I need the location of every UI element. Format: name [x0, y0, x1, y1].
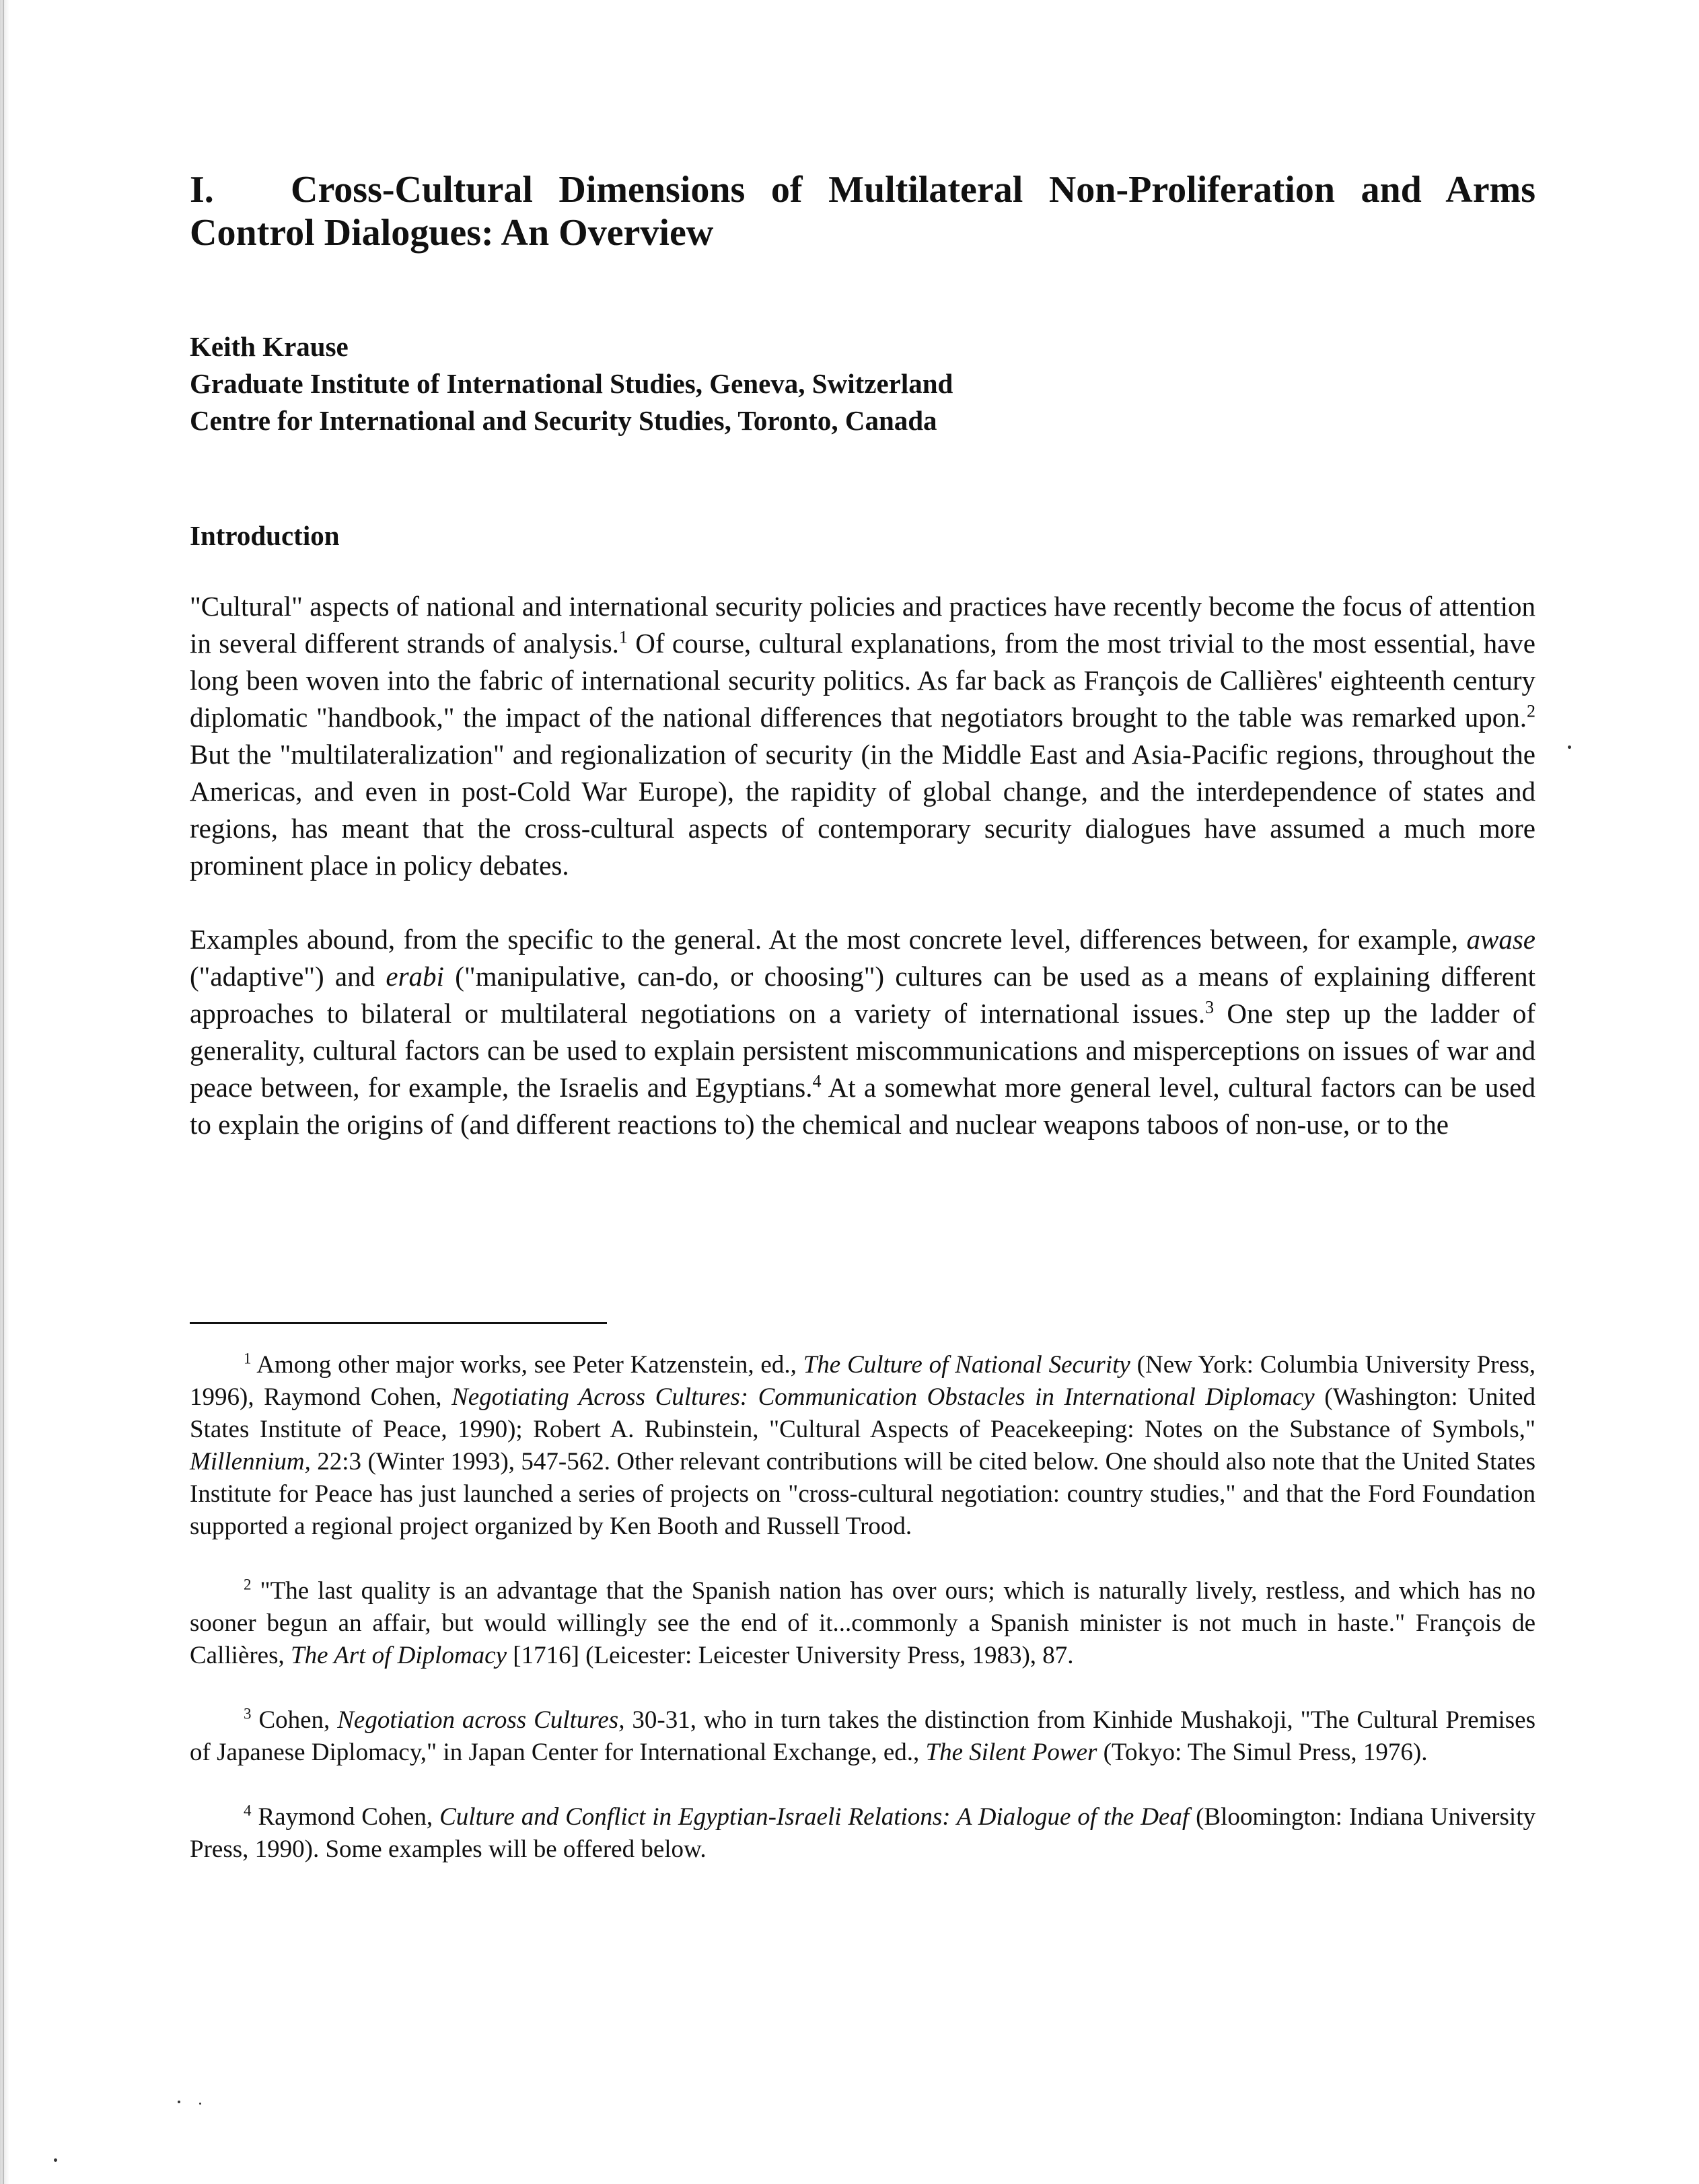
- footnote-text: Among other major works, see Peter Katzenstein, ed.,: [251, 1351, 803, 1379]
- footnote-citation-title: Culture and Conflict in Egyptian-Israeli Relations: A Dialogue of the Deaf: [439, 1803, 1190, 1831]
- footnote-3: [190, 1704, 1535, 1769]
- scan-speck: [199, 2103, 201, 2105]
- scan-edge: [0, 0, 9, 2184]
- footnote-mark: 2: [244, 1576, 252, 1593]
- footnote-2: [190, 1575, 1535, 1672]
- footnote-4: [190, 1801, 1535, 1866]
- paragraph-2-text: ("adaptive") and: [190, 961, 386, 992]
- chapter-title-text: Cross-Cultural Dimensions of Multilateral Non-Proliferation and Arms Control Dialogues: An Overview: [190, 169, 1535, 254]
- term-awase: awase: [1466, 924, 1535, 955]
- paragraph-2: [190, 921, 1535, 1143]
- chapter-title: [190, 168, 1535, 254]
- footnote-1: [190, 1349, 1535, 1543]
- footnote-citation-title: The Culture of National Security: [803, 1351, 1130, 1379]
- footnote-mark: 1: [244, 1350, 252, 1367]
- footnote-ref-4: 4: [812, 1071, 822, 1091]
- footnote-text: (New York: Columbia University Press, 1996), Raymond Cohen,: [190, 1351, 1535, 1411]
- footnote-ref-2: 2: [1527, 701, 1535, 721]
- term-erabi: erabi: [386, 961, 444, 992]
- author-affiliation-1: Graduate Institute of International Studies, Geneva, Switzerland: [190, 368, 953, 399]
- author-block: [190, 328, 1535, 439]
- paragraph-2-text: Examples abound, from the specific to the general. At the most concrete level, differences between, for example,: [190, 924, 1467, 955]
- footnote-text: (Tokyo: The Simul Press, 1976).: [1097, 1739, 1428, 1766]
- footnote-text: Cohen,: [251, 1706, 338, 1734]
- footnote-citation-title: The Silent Power: [925, 1739, 1097, 1766]
- paragraph-2-text: One step up the ladder of generality, cultural factors can be used to explain persistent miscommunications and misperceptions on issues of war and peace between, for example, the Israelis and Egyptians.: [190, 998, 1535, 1103]
- footnote-text: Raymond Cohen,: [251, 1803, 440, 1831]
- scan-speck: [178, 2101, 180, 2103]
- paragraph-1-text: But the "multilateralization" and regionalization of security (in the Middle East and Asia-Pacific regions, throughout the Americas, and even in post-Cold War Europe), the rapidity of global change, and the interdependence of states and regions, has meant that the cross-cultural aspects of contemporary security dialogues have assumed a much more prominent place in policy debates.: [190, 739, 1535, 881]
- footnote-citation-title: Negotiation across Cultures,: [337, 1706, 625, 1734]
- scan-speck: [54, 2158, 57, 2162]
- footnotes: [190, 1349, 1535, 1866]
- footnote-text: (Washington: United States Institute of Peace, 1990); Robert A. Rubinstein, "Cultural Aspects of Peacekeeping: Notes on the Substance of Symbols,": [190, 1383, 1535, 1443]
- paragraph-1-text: "Cultural" aspects of national and international security policies and practices have recently become the focus of attention in several different strands of analysis.: [190, 591, 1535, 659]
- footnote-text: 30-31, who in turn takes the distinction from Kinhide Mushakoji, "The Cultural Premises of Japanese Diplomacy," in Japan Center for International Exchange, ed.,: [190, 1706, 1535, 1766]
- footnote-mark: 4: [244, 1802, 252, 1819]
- author-affiliation-2: Centre for International and Security Studies, Toronto, Canada: [190, 405, 937, 436]
- footnote-text: "The last quality is an advantage that the Spanish nation has over ours; which is naturally lively, restless, and which has no sooner begun an affair, but would willingly see the end of it...commonly a Spanish minister is not much in haste." François de Callières,: [190, 1577, 1535, 1669]
- footnote-text: [1716] (Leicester: Leicester University Press, 1983), 87.: [507, 1642, 1074, 1669]
- footnote-text: 22:3 (Winter 1993), 547-562. Other relevant contributions will be cited below. One should also note that the United States Institute for Peace has just launched a series of projects on "cross-cultural negotiation: country studies," and that the Ford Foundation supported a regional project organized by Ken Booth and Russell Trood.: [190, 1448, 1535, 1540]
- page-content: [190, 168, 1535, 1143]
- footnote-rule: [190, 1322, 607, 1324]
- author-name: Keith Krause: [190, 331, 349, 362]
- paragraph-2-text: ("manipulative, can-do, or choosing") cultures can be used as a means of explaining different approaches to bilateral or multilateral negotiations on a variety of international issues.: [190, 961, 1535, 1029]
- paragraph-2-text: At a somewhat more general level, cultural factors can be used to explain the origins of (and different reactions to) the chemical and nuclear weapons taboos of non-use, or to the: [190, 1072, 1535, 1140]
- section-heading: Introduction: [190, 520, 340, 551]
- paragraph-1-text: Of course, cultural explanations, from the most trivial to the most essential, have long been woven into the fabric of international security politics. As far back as François de Callières' eighteenth century diplomatic "handbook," the impact of the national differences that negotiators brought to the table was remarked upon.: [190, 628, 1535, 733]
- footnote-ref-1: 1: [618, 627, 628, 647]
- scan-speck: [1568, 745, 1571, 749]
- footnote-citation-title: Negotiating Across Cultures: Communication Obstacles in International Diplomacy: [451, 1383, 1315, 1411]
- footnote-citation-title: The Art of Diplomacy: [291, 1642, 507, 1669]
- paragraph-1: [190, 588, 1535, 884]
- footnote-ref-3: 3: [1205, 997, 1215, 1017]
- footnote-text: (Bloomington: Indiana University Press, 1990). Some examples will be offered below.: [190, 1803, 1535, 1863]
- chapter-number: I.: [190, 169, 214, 211]
- footnote-citation-title: Millennium,: [190, 1448, 311, 1476]
- footnote-mark: 3: [244, 1705, 252, 1722]
